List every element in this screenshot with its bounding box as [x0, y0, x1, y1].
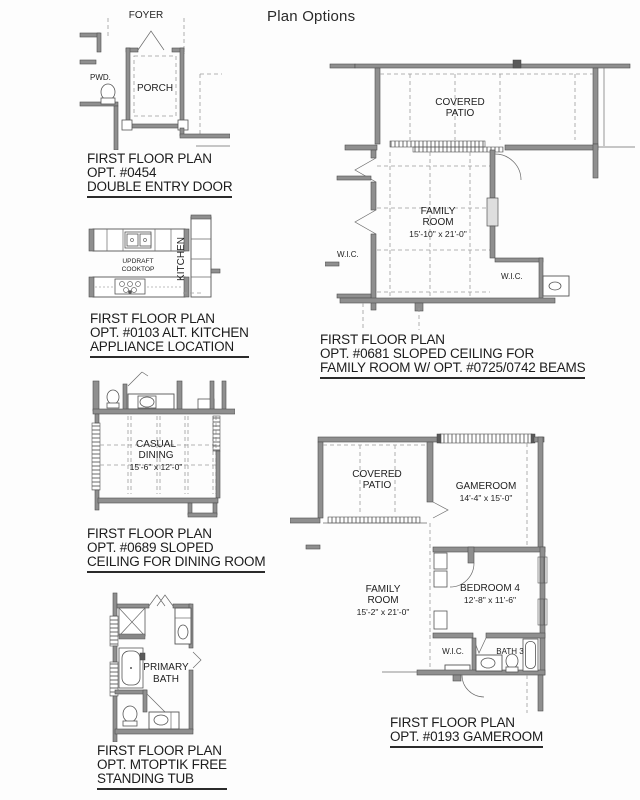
window-band	[440, 434, 532, 443]
caption-line: APPLIANCE LOCATION	[90, 339, 234, 354]
kitchen-counters	[89, 215, 220, 297]
caption-line: OPT. #0193 GAMEROOM	[390, 729, 543, 744]
covered-patio-label: COVERED	[352, 469, 402, 480]
patio-slider-door	[328, 517, 420, 523]
toilet-icon	[506, 654, 518, 672]
bedroom4-dims: 12'-8" x 11'-6"	[463, 595, 517, 605]
family-room-label: ROOM	[422, 217, 454, 228]
cooktop-icon	[115, 279, 145, 294]
family-room-label: FAMILY	[365, 584, 401, 595]
sink-icon	[549, 282, 561, 290]
caption-line: OPT. #0454	[87, 165, 157, 180]
plan-kitchen-figure	[85, 213, 230, 310]
caption-line: CEILING FOR DINING ROOM	[87, 554, 266, 569]
page-title: Plan Options	[267, 8, 356, 25]
casual-dining-label: DINING	[138, 450, 174, 461]
vanity-sink-icon	[175, 608, 191, 644]
caption-line: FIRST FLOOR PLAN	[97, 743, 222, 758]
freestanding-tub-icon	[119, 648, 145, 688]
caption-line: DOUBLE ENTRY DOOR	[87, 179, 233, 194]
caption-line: FAMILY ROOM W/ OPT. #0725/0742 BEAMS	[320, 360, 586, 375]
gameroom-dims: 14'-4" x 15'-0"	[459, 493, 513, 503]
bath3-label: BATH 3	[496, 647, 524, 656]
covered-patio-label: PATIO	[445, 108, 475, 119]
wic-label: W.I.C.	[501, 272, 523, 281]
double-entry-door-swing	[138, 31, 164, 50]
toilet-icon	[107, 390, 119, 408]
plan-primary-bath-figure	[93, 590, 233, 742]
toilet-icon	[101, 84, 115, 104]
plan-double-entry-caption	[87, 152, 232, 198]
plan-family-room-figure	[325, 48, 640, 332]
gameroom-label: GAMEROOM	[455, 481, 517, 492]
plan-double-entry-figure	[78, 4, 230, 150]
caption-line: STANDING TUB	[97, 771, 194, 786]
plan-primary-bath-caption	[97, 744, 227, 790]
plan-kitchen-caption	[90, 312, 249, 358]
casual-dining-dims: 15'-6" x 12'-0"	[129, 462, 183, 472]
caption-line: OPT. MTOPTIK FREE	[97, 757, 227, 772]
family-room-dims: 15'-10" x 21'-0"	[409, 229, 467, 239]
plan-dining-figure	[80, 368, 235, 523]
updraft-cooktop-label: COOKTOP	[121, 266, 155, 273]
toilet-icon	[123, 706, 137, 726]
updraft-cooktop-label: UPDRAFT	[122, 258, 154, 265]
window-band	[213, 416, 220, 451]
bedroom4-label: BEDROOM 4	[459, 583, 521, 594]
double-door-swing	[149, 595, 173, 606]
plan-double-entry-drawing	[78, 4, 230, 150]
plan-primary-bath-drawing	[93, 590, 233, 742]
caption-line: OPT. #0689 SLOPED	[87, 540, 214, 555]
plan-gameroom-figure	[290, 423, 640, 715]
sink-icon	[149, 712, 179, 729]
shower-icon	[119, 608, 145, 639]
caption-line: OPT. #0103 ALT. KITCHEN	[90, 325, 249, 340]
plan-dining-caption	[87, 527, 265, 573]
kitchen-label: KITCHEN	[176, 237, 187, 281]
door-swing	[462, 675, 484, 697]
caption-line: FIRST FLOOR PLAN	[90, 311, 215, 326]
door-swing	[433, 502, 448, 518]
caption-line: FIRST FLOOR PLAN	[390, 715, 515, 730]
family-room-label: FAMILY	[420, 206, 456, 217]
closet-door-panel	[487, 198, 498, 226]
double-sink-icon	[125, 232, 151, 248]
window-band	[92, 423, 100, 490]
plan-family-room-caption	[320, 333, 585, 379]
family-room-dims: 15'-2" x 21'-0"	[356, 607, 410, 617]
plan-kitchen-drawing	[85, 213, 230, 310]
porch-label: PORCH	[136, 83, 174, 94]
plan-gameroom-drawing	[290, 423, 640, 715]
wic-label: W.I.C.	[442, 647, 464, 656]
sink-icon	[140, 397, 154, 407]
window-band	[110, 616, 118, 646]
caption-line: FIRST FLOOR PLAN	[87, 151, 212, 166]
caption-line: FIRST FLOOR PLAN	[87, 526, 212, 541]
patio-slider-door	[390, 141, 485, 147]
casual-dining-label: CASUAL	[135, 439, 177, 450]
patio-slider-door	[413, 147, 503, 152]
caption-line: OPT. #0681 SLOPED CEILING FOR	[320, 346, 535, 361]
caption-line: FIRST FLOOR PLAN	[320, 332, 445, 347]
covered-patio-label: COVERED	[435, 97, 485, 108]
plan-dining-drawing	[80, 368, 235, 523]
primary-bath-label: BATH	[153, 674, 179, 685]
covered-patio-label: PATIO	[362, 480, 392, 491]
wic-label: W.I.C.	[337, 250, 359, 259]
primary-bath-label: PRIMARY	[143, 662, 189, 673]
tub-icon	[523, 639, 538, 671]
window-band	[538, 557, 547, 583]
plan-gameroom-caption	[390, 716, 543, 748]
window-band	[538, 599, 547, 625]
door-swing	[495, 154, 521, 180]
door-swing	[193, 652, 201, 668]
door-swing	[355, 210, 376, 234]
family-room-label: ROOM	[367, 595, 399, 606]
plan-family-room-drawing	[325, 48, 640, 332]
pwd-label: PWD.	[90, 73, 111, 82]
sink-icon	[476, 655, 502, 671]
foyer-label: FOYER	[128, 10, 164, 21]
